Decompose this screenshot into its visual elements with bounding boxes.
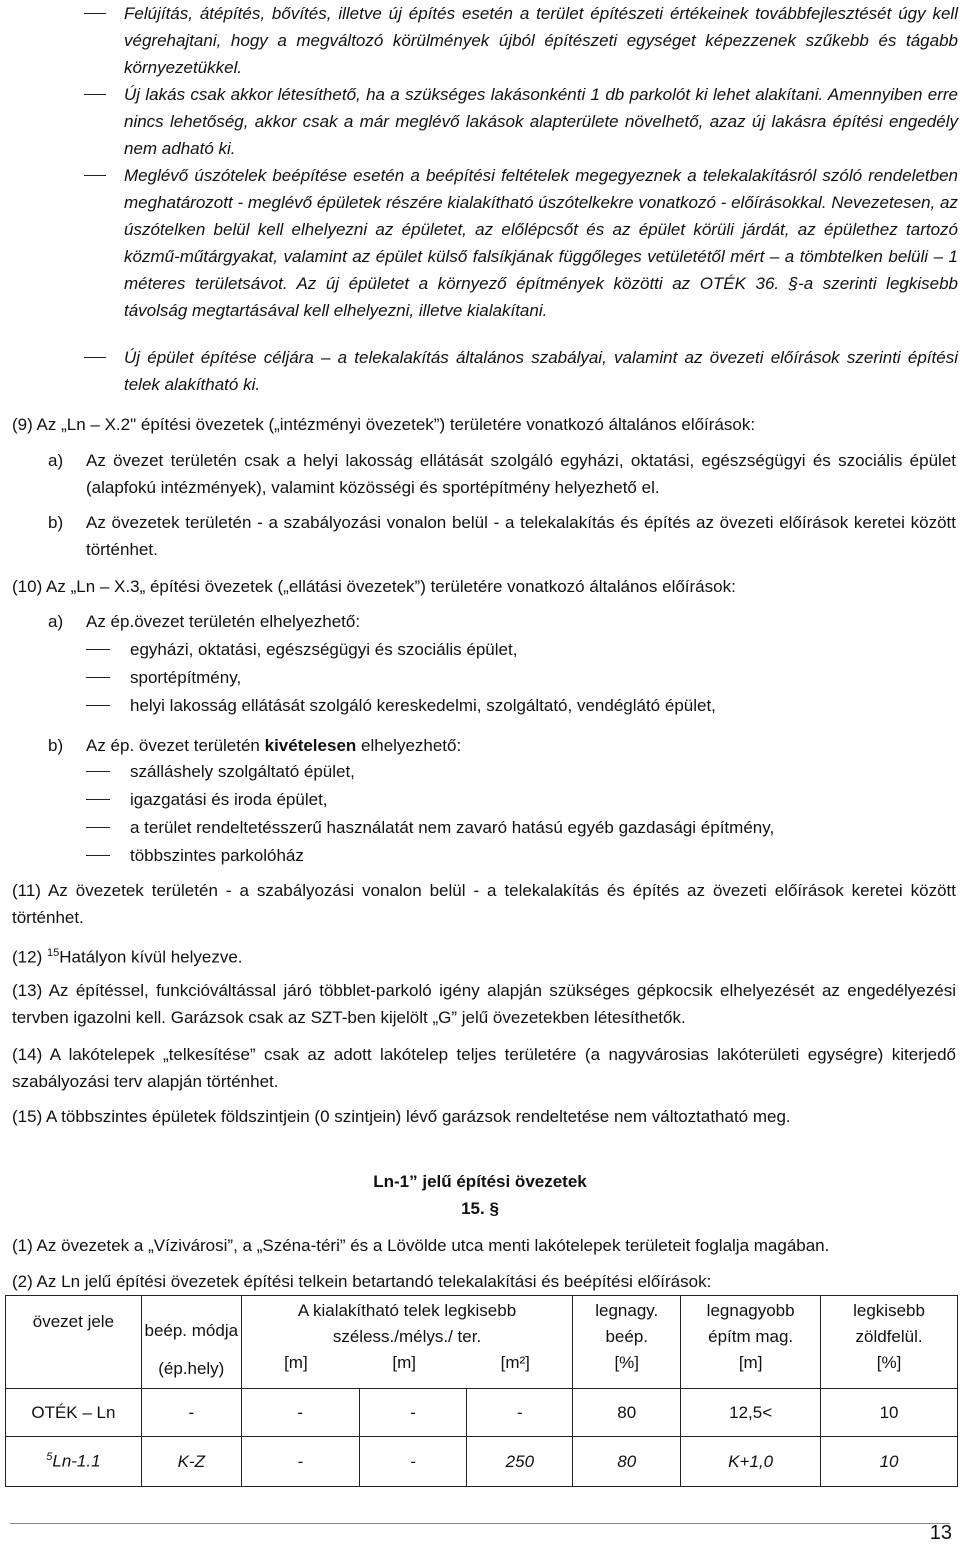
cell-cover: 80 (573, 1389, 681, 1437)
bullet-item: Meglévő úszótelek beépítése esetén a beépítési feltételek megegyeznek a telekalakításról szóló rendeletben meghatározott - meglévő épületek részére kialakítható úszótelkekre vonatkozó - előírásokkal. Nevezetesen, az úszótelken belül kell elhelyezni az épületet, az előlépcsőt és az épület körüli járdát, az épülethez tartozó közmű-műtárgyakat, valamint az épület külső falsíkjának függőleges vetületétől mért – a tömbtelken belüli – 1 méteres területsávot. Az új épületet a környező építmények közötti az OTÉK 36. §-a szerinti legkisebb távolság megtartásával kell elhelyezni, illetve kialakítani. (124, 162, 958, 324)
header-plot (241, 1296, 573, 1389)
header-text: beép. módja (144, 1321, 239, 1340)
footer-divider (10, 1523, 950, 1524)
list-label: a) (48, 612, 64, 631)
list-label: a) (48, 451, 64, 470)
cell-height: 12,5< (681, 1389, 821, 1437)
cell-green: 10 (821, 1389, 958, 1437)
paragraph-14: (14) A lakótelepek „telkesítése” csak az adott lakótelep teljes területére (a nagyvárosias lakóterületi egységre) kiterjedő szabályozási terv alapján történhet. (12, 1045, 956, 1091)
list-label: b) (48, 736, 64, 755)
header-units (242, 1350, 573, 1376)
header-text: építm mag. (708, 1327, 794, 1346)
section-paragraph-1: (1) Az övezetek a „Vízivárosi”, a „Széna-téri” és a Lövölde utca menti lakótelepek területeit foglalja magában. (12, 1236, 830, 1255)
cell-zone (6, 1437, 142, 1487)
list-label: b) (48, 513, 64, 532)
cell-mode: K-Z (141, 1437, 241, 1487)
cell-depth: - (359, 1437, 467, 1487)
cell-cover: 80 (573, 1437, 681, 1487)
header-unit: [%] (614, 1353, 640, 1372)
cell-area: 250 (467, 1437, 573, 1487)
cell-zone: OTÉK – Ln (6, 1389, 142, 1437)
header-text: legnagyobb (706, 1301, 795, 1320)
header-text: legnagy. (595, 1301, 659, 1320)
header-unit: (ép.hely) (158, 1359, 225, 1378)
list-item: igazgatási és iroda épület, (130, 786, 328, 813)
unit-area: [m²] (500, 1353, 530, 1372)
section-heading: Ln-1” jelű építési övezetek (373, 1172, 587, 1191)
paragraph-10b (86, 732, 461, 759)
footnote-ref: 5 (46, 1451, 53, 1464)
bullet-item: Felújítás, átépítés, bővítés, illetve új építés esetén a terület építészeti értékeinek továbbfejlesztését úgy kell végrehajtani, hogy a megváltozó körülmények újból építészeti egységet képezzenek szűkebb és tágabb környezetükkel. (124, 0, 958, 81)
unit-depth: [m] (392, 1353, 416, 1372)
paragraph-9b: Az övezetek területén - a szabályozási vonalon belül - a telekalakítás és építés az övezeti előírások keretei között történhet. (86, 513, 956, 559)
cell-width: - (241, 1389, 359, 1437)
zone-text: Ln-1.1 (52, 1451, 101, 1471)
text-span: elhelyezhető: (356, 736, 462, 755)
cell-mode: - (141, 1389, 241, 1437)
bullet-item: Új lakás csak akkor létesíthető, ha a szükséges lakásonkénti 1 db parkolót ki lehet alakítani. Amennyiben erre nincs lehetőség, akkor csak a már meglévő lakások alapterülete növelhető, azaz új lakásra építési engedély nem adható ki. (124, 81, 958, 162)
text-span: Az ép. övezet területén (86, 736, 265, 755)
header-mode (141, 1296, 241, 1389)
paragraph-10a: Az ép.övezet területén elhelyezhető: (86, 612, 361, 631)
footnote-ref: 15 (46, 947, 60, 959)
unit-width: [m] (284, 1353, 308, 1372)
cell-width: - (241, 1437, 359, 1487)
header-text: beép. (605, 1327, 648, 1346)
list-item: egyházi, oktatási, egészségügyi és szociális épület, (130, 636, 517, 663)
header-unit: [m] (738, 1353, 763, 1372)
header-text: A kialakítható telek legkisebb (297, 1301, 517, 1320)
header-green (821, 1296, 958, 1389)
paragraph-12 (12, 940, 243, 971)
header-cover (573, 1296, 681, 1389)
section-paragraph-2: (2) Az Ln jelű építési övezetek építési telkein betartandó telekalakítási és beépítési előírások: (12, 1272, 712, 1291)
paragraph-13: (13) Az építéssel, funkcióváltással járó többlet-parkoló igény alapján szükséges gépkocsik elhelyezését az engedélyezési tervben igazolni kell. Garázsok csak az SZT-ben kijelölt „G” jelű övezetekben létesíthetők. (12, 981, 956, 1027)
cell-area: - (467, 1389, 573, 1437)
cell-height: K+1,0 (681, 1437, 821, 1487)
zoning-table (5, 1295, 958, 1487)
list-item: szálláshely szolgáltató épület, (130, 758, 355, 785)
cell-depth: - (359, 1389, 467, 1437)
header-unit: [%] (876, 1353, 902, 1372)
paragraph-15: (15) A többszintes épületek földszintjein (0 szintjein) lévő garázsok rendeltetése nem változtatható meg. (12, 1107, 791, 1126)
text-span: Hatályon kívül helyezve. (59, 947, 243, 967)
paragraph-9: (9) Az „Ln – X.2" építési övezetek („intézményi övezetek”) területére vonatkozó általános előírások: (12, 415, 756, 434)
table-row (6, 1437, 958, 1487)
text-span: (12) (12, 947, 47, 967)
header-text: zöldfelül. (855, 1327, 923, 1346)
header-zone: övezet jele (6, 1296, 142, 1389)
list-item: helyi lakosság ellátását szolgáló kereskedelmi, szolgáltató, vendéglátó épület, (130, 692, 716, 719)
header-height (681, 1296, 821, 1389)
table-row (6, 1389, 958, 1437)
section-number: 15. § (461, 1199, 499, 1218)
paragraph-9a: Az övezet területén csak a helyi lakosság ellátását szolgáló egyházi, oktatási, egészségügyi és szociális épület (alapfokú intézmények), valamint közösségi és sportépítmény helyezhető el. (86, 451, 956, 497)
header-text: legkisebb (853, 1301, 925, 1320)
bold-text: kivételesen (264, 736, 357, 755)
list-item: sportépítmény, (130, 664, 241, 691)
cell-green: 10 (821, 1437, 958, 1487)
paragraph-10: (10) Az „Ln – X.3„ építési övezetek („ellátási övezetek”) területére vonatkozó általános előírások: (12, 577, 736, 596)
list-item: többszintes parkolóház (130, 842, 304, 869)
list-item: a terület rendeltetésszerű használatát nem zavaró hatású egyéb gazdasági építmény, (130, 814, 774, 841)
header-text: széless./mélys./ ter. (332, 1327, 482, 1346)
page-number: 13 (929, 1522, 952, 1544)
bullet-item: Új épület építése céljára – a telekalakítás általános szabályai, valamint az övezeti előírások szerinti építési telek alakítható ki. (124, 344, 958, 398)
paragraph-11: (11) Az övezetek területén - a szabályozási vonalon belül - a telekalakítás és építés az övezeti előírások keretei között történhet. (12, 881, 956, 927)
